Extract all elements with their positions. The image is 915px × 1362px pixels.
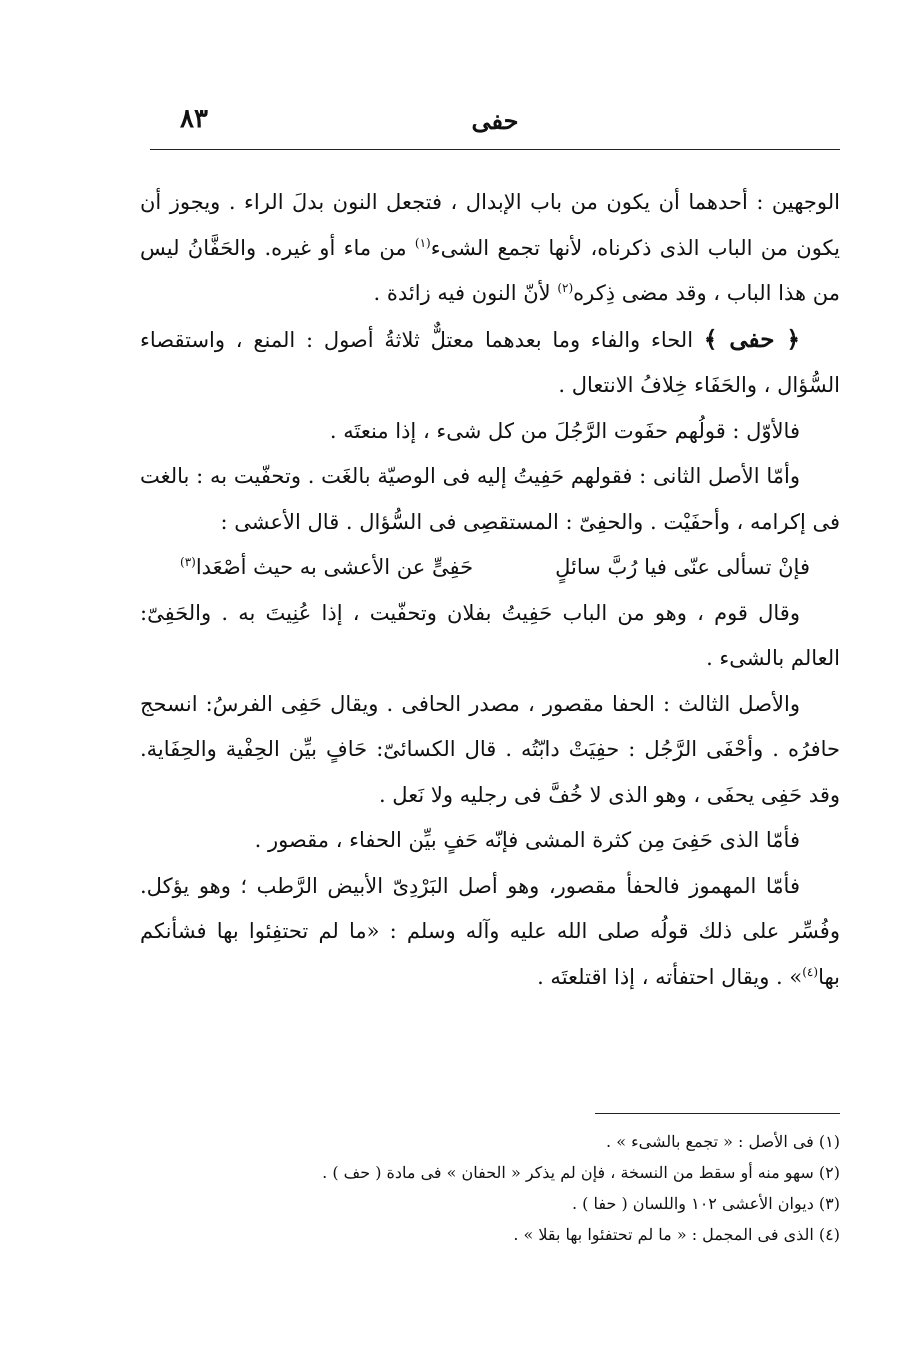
verse-second-hemistich-wrap: [180, 545, 473, 591]
footnote-ref-3: (٣): [180, 555, 196, 569]
verse-line: [140, 545, 840, 591]
paragraph-1-text-c: لأنّ النون فيه زائدة .: [373, 281, 551, 305]
paragraph-1: [140, 180, 840, 317]
footnote-1: (١) فى الأصل : « تجمع بالشىء » .: [606, 1132, 840, 1151]
footnote-ref-2: (٢): [557, 281, 574, 295]
main-text: [140, 180, 840, 1000]
footnote-ref-4: (٤): [802, 964, 819, 979]
header-rule: [150, 149, 840, 150]
footnote-rule: [595, 1113, 840, 1114]
paragraph-6: والأصل الثالث : الحفا مقصور ، مصدر الحافى . ويقال حَفِى الفرسُ: انسحج حافرُه . وأحْفَى الرَّجُل : حفِيَتْ دابّتُه . قال الكسائىّ: حَافٍ بيِّن الحِفْية والحِفَاية. وقد حَفِى يحفَى ، وهو الذى لا خُفَّ فى رجليه ولا نَعل .: [140, 691, 840, 807]
page-header: [150, 98, 840, 150]
footnote-2: (٢) سهو منه أو سقط من النسخة ، فإن لم يذكر « الحفان » فى مادة ( حف ) .: [322, 1163, 840, 1182]
verse-first-hemistich: فإنْ تسألى عنّى فيا رُبَّ سائلٍ: [555, 555, 810, 579]
paragraph-7: فأمّا الذى حَفِىَ مِن كثرة المشى فإنّه حَفٍ بيِّن الحفاء ، مقصور .: [254, 828, 800, 852]
paragraph-4: وأمّا الأصل الثانى : فقولهم حَفِيتُ إليه فى الوصيّة بالغَت . وتحفّيت به : بالغت فى إكرامه ، وأحفَيْت . والحفِىّ : المستقصِى فى السُّؤال . قال الأعشى :: [140, 464, 840, 534]
running-head: حفى: [471, 106, 519, 135]
paragraph-1-text-b: من ماء أو غيره. والحَفَّانُ ليس من هذا الباب ، وقد مضى ذِكره: [140, 235, 840, 305]
paragraph-8-text-b: » . ويقال احتفأته ، إذا اقتلعتَه .: [537, 964, 803, 989]
paragraph-8-text-a: فأمّا المهموز فالحفأ مقصور، وهو أصل البَرْدِىّ الأبيض الرَّطب ؛ وهو يؤكل. وفُسِّر على ذلك قولُه صلى الله عليه وآله وسلم : «ما لم تحتفِئوا بها فشأنكم بها: [140, 873, 840, 989]
entry-headword: ﴿ حفى ﴾: [703, 325, 800, 353]
footnotes: [200, 1126, 840, 1250]
paragraph-3: فالأوّل : قولُهم حفَوت الرَّجُلَ من كل شىء ، إذا منعتَه .: [329, 418, 800, 443]
footnote-4: (٤) الذى فى المجمل : « ما لم تحتفئوا بها بقلا » .: [513, 1225, 840, 1244]
footnote-ref-1: (١): [414, 235, 431, 250]
paragraph-8: [140, 864, 840, 1001]
verse-second-hemistich: حَفِىٍّ عن الأعشى به حيث أصْعَدا: [195, 555, 474, 579]
footnote-3: (٣) ديوان الأعشى ١٠٢ واللسان ( حفا ) .: [572, 1194, 840, 1213]
entry-paragraph: [140, 317, 840, 409]
page-number: ٨٣: [180, 104, 208, 134]
paragraph-5: وقال قوم ، وهو من الباب حَفِيتُ بفلان وتحفّيت ، إذا عُنِيتَ به . والحَفِىّ: العالم بالشىء .: [140, 600, 840, 670]
paragraph-1-text-a: الوجهين : أحدهما أن يكون من باب الإبدال ، فتجعل النون بدلَ الراء . ويجوز أن يكون من الباب الذى ذكرناه، لأنها تجمع الشىء: [140, 190, 840, 260]
entry-paragraph-text: الحاء والفاء وما بعدهما معتلٌّ ثلاثةُ أصول : المنع ، واستقصاء السُّؤال ، والحَفَاء خِلافُ الانتعال .: [140, 327, 840, 397]
